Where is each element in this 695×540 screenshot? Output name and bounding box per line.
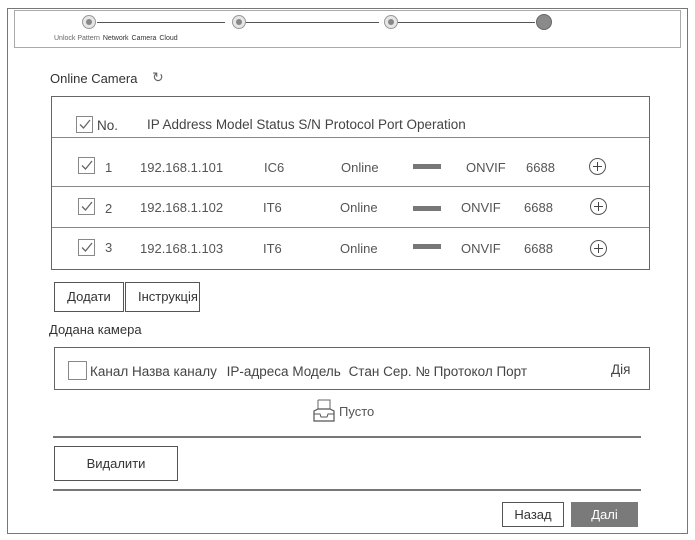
empty-tray-icon [313, 399, 335, 421]
added-camera-title: Додана камера [49, 322, 142, 337]
row-sn-masked [413, 206, 441, 211]
row-protocol: ONVIF [461, 200, 501, 215]
step-connector [97, 22, 225, 23]
row-port: 6688 [524, 241, 553, 256]
section-divider [53, 436, 641, 438]
col-ip-address: IP Address [147, 117, 213, 132]
back-button[interactable]: Назад [502, 502, 564, 527]
row-model: IT6 [263, 241, 282, 256]
col-model: Модель [292, 364, 341, 379]
row-protocol: ONVIF [461, 241, 501, 256]
row-ip: 192.168.1.101 [140, 160, 224, 175]
row-model: IC6 [264, 160, 285, 175]
row-protocol: ONVIF [466, 160, 506, 175]
add-camera-plus-icon[interactable] [590, 240, 607, 257]
step-label-unlock-pattern: Unlock Pattern [54, 35, 100, 42]
row-no: 2 [105, 201, 113, 216]
row-port: 6688 [524, 200, 553, 215]
row-checkbox[interactable] [78, 239, 95, 256]
col-ip-address: IP-адреса [226, 364, 289, 379]
row-ip: 192.168.1.102 [140, 200, 224, 215]
row-checkbox[interactable] [78, 157, 95, 174]
select-all-checkbox[interactable] [76, 116, 93, 133]
empty-text: Пусто [339, 404, 375, 419]
col-action: Дія [611, 362, 631, 377]
row-no: 1 [105, 160, 113, 175]
row-status: Online [341, 160, 379, 175]
row-model: IT6 [263, 200, 282, 215]
row-port: 6688 [526, 160, 555, 175]
section-divider [53, 489, 641, 491]
row-sn-masked [413, 164, 441, 169]
step-label-cloud: Cloud [159, 35, 178, 42]
col-channel: Канал [90, 364, 129, 379]
add-button[interactable]: Додати [54, 282, 124, 312]
step-labels [54, 35, 179, 42]
step-connector [398, 22, 535, 23]
row-no: 3 [105, 240, 113, 255]
wizard-progress [14, 10, 681, 48]
table-divider [52, 186, 649, 187]
col-serial: Сер. № [383, 364, 430, 379]
step-unlock-pattern-icon [82, 15, 96, 29]
col-status: Status [256, 117, 295, 132]
col-model: Model [215, 117, 253, 132]
delete-button[interactable]: Видалити [54, 446, 178, 481]
step-label-network: Network [102, 35, 129, 42]
row-status: Online [340, 241, 378, 256]
step-camera-icon [384, 15, 398, 29]
col-port: Port [377, 117, 403, 132]
add-camera-plus-icon[interactable] [590, 198, 607, 215]
step-label-camera: Camera [131, 35, 157, 42]
row-ip: 192.168.1.103 [140, 241, 224, 256]
guide-button[interactable]: Інструкція [125, 282, 200, 312]
col-operation: Operation [406, 117, 466, 132]
col-no: No. [97, 118, 119, 133]
col-state: Стан [348, 364, 380, 379]
col-port: Порт [496, 364, 528, 379]
next-button[interactable]: Далі [571, 502, 638, 527]
col-protocol: Протокол [433, 364, 493, 379]
table-divider [52, 137, 649, 138]
select-all-added-checkbox[interactable] [68, 361, 87, 380]
table-divider [52, 227, 649, 228]
row-sn-masked [413, 244, 441, 249]
step-connector [246, 22, 379, 23]
col-channel-name: Назва каналу [131, 364, 217, 379]
refresh-icon[interactable]: ↻ [152, 69, 164, 85]
col-sn: S/N [298, 117, 321, 132]
online-table-header [147, 117, 466, 132]
row-status: Online [340, 200, 378, 215]
row-checkbox[interactable] [78, 198, 95, 215]
col-protocol: Protocol [324, 117, 375, 132]
step-network-icon [232, 15, 246, 29]
online-camera-title: Online Camera [50, 71, 138, 86]
added-table-header [90, 364, 527, 379]
step-cloud-icon [536, 14, 552, 30]
add-camera-plus-icon[interactable] [589, 158, 606, 175]
